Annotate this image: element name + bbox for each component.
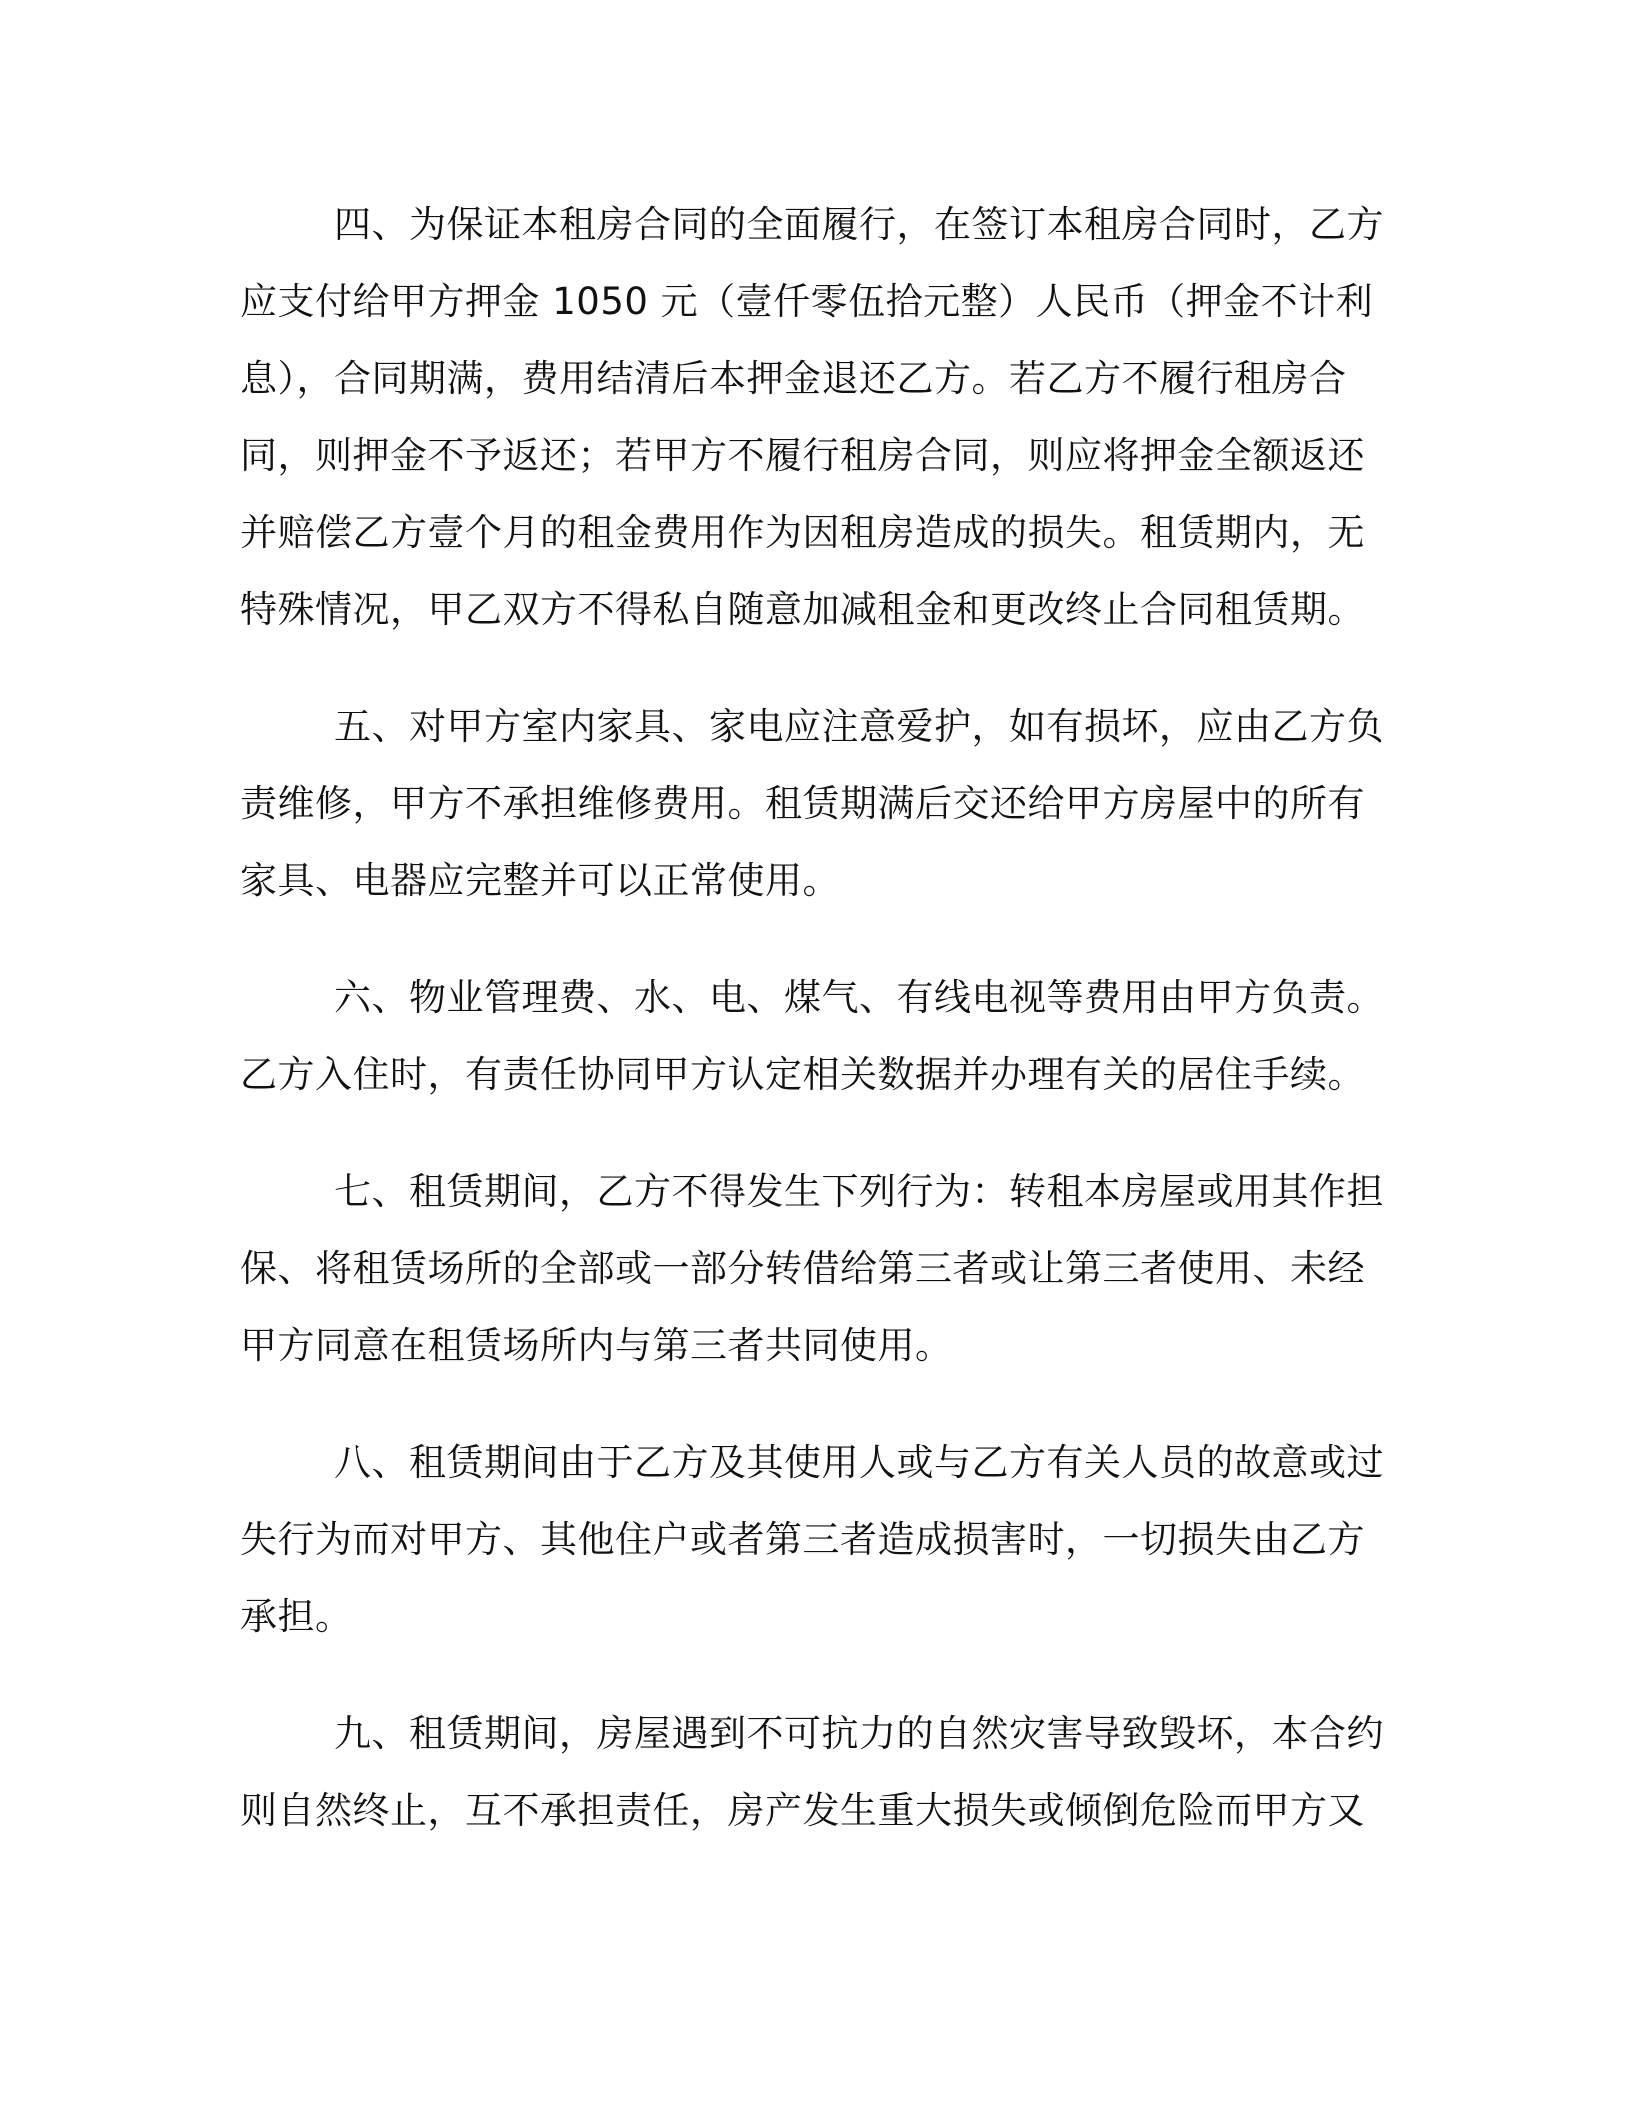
text-line: 特殊情况，甲乙双方不得私自随意加减租金和更改终止合同租赁期。 — [240, 588, 1365, 631]
text-line: 则自然终止，互不承担责任，房产发生重大损失或倾倒危险而甲方又 — [240, 1789, 1365, 1832]
text-line: 责维修，甲方不承担维修费用。租赁期满后交还给甲方房屋中的所有 — [240, 782, 1365, 825]
clause-5 — [240, 688, 1384, 919]
text-line: 并赔偿乙方壹个月的租金费用作为因租房造成的损失。租赁期内，无 — [240, 511, 1365, 554]
text-line: 六、物业管理费、水、电、煤气、有线电视等费用由甲方负责。 — [334, 976, 1384, 1019]
clause-9 — [240, 1695, 1384, 1849]
contract-body — [240, 186, 1384, 1889]
clause-6 — [240, 959, 1384, 1113]
text-line: 甲方同意在租赁场所内与第三者共同使用。 — [240, 1324, 953, 1367]
text-line: 承担。 — [240, 1595, 353, 1638]
text-line: 同，则押金不予返还；若甲方不履行租房合同，则应将押金全额返还 — [240, 434, 1365, 477]
clause-7 — [240, 1153, 1384, 1384]
text-line: 家具、电器应完整并可以正常使用。 — [240, 859, 840, 902]
text-line: 息），合同期满，费用结清后本押金退还乙方。若乙方不履行租房合 — [240, 357, 1347, 400]
text-line: 七、租赁期间，乙方不得发生下列行为：转租本房屋或用其作担 — [334, 1170, 1384, 1213]
text-line: 九、租赁期间，房屋遇到不可抗力的自然灾害导致毁坏，本合约 — [334, 1712, 1384, 1755]
text-line: 八、租赁期间由于乙方及其使用人或与乙方有关人员的故意或过 — [334, 1441, 1384, 1484]
clause-4 — [240, 186, 1384, 648]
clause-8 — [240, 1424, 1384, 1655]
text-line: 四、为保证本租房合同的全面履行，在签订本租房合同时，乙方 — [334, 203, 1384, 246]
text-line: 应支付给甲方押金 1050 元（壹仟零伍拾元整）人民币（押金不计利 — [240, 280, 1374, 323]
text-line: 失行为而对甲方、其他住户或者第三者造成损害时，一切损失由乙方 — [240, 1518, 1365, 1561]
text-line: 五、对甲方室内家具、家电应注意爱护，如有损坏，应由乙方负 — [334, 705, 1384, 748]
text-line: 乙方入住时，有责任协同甲方认定相关数据并办理有关的居住手续。 — [240, 1053, 1365, 1096]
text-line: 保、将租赁场所的全部或一部分转借给第三者或让第三者使用、未经 — [240, 1247, 1365, 1290]
